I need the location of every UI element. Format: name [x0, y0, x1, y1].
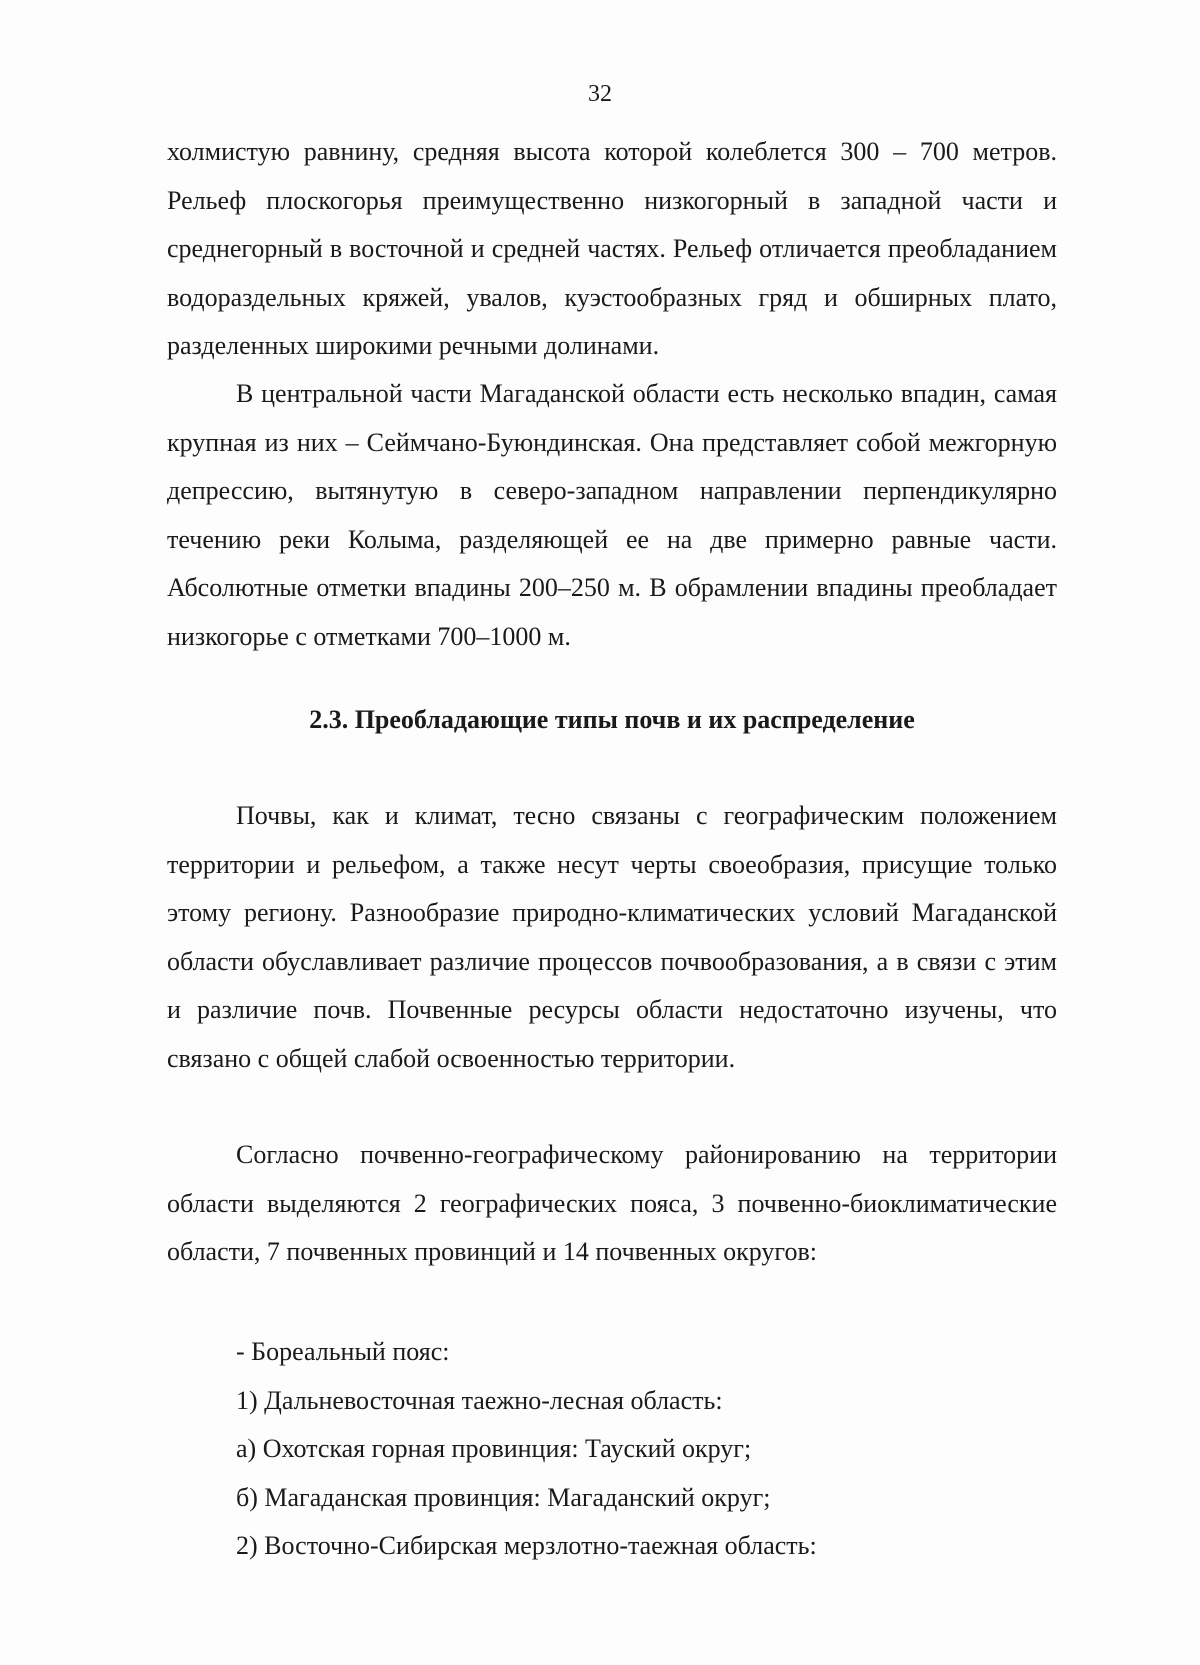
list-item: б) Магаданская провинция: Магаданский округ;	[236, 1482, 771, 1512]
paragraph-text: В центральной части Магаданской области есть несколько впадин, самая крупная из них – Сеймчано-Буюндинская. Она представляет собой межгорную депрессию, вытянутую в северо-западном направлении перпендикулярно течению реки Колыма, разделяющей ее на две примерно равные части. Абсолютные отметки впадины 200–250 м. В обрамлении впадины преобладает низкогорье с отметками 700–1000 м.	[167, 379, 1057, 651]
paragraph-soil-zoning	[167, 1131, 1057, 1277]
list-item: а) Охотская горная провинция: Тауский округ;	[236, 1434, 752, 1463]
list-item: - Бореальный пояс:	[236, 1337, 450, 1366]
list-item: 2) Восточно-Сибирская мерзлотно-таежная область:	[236, 1531, 817, 1560]
paragraph-depressions	[167, 370, 1057, 661]
paragraph-relief-continued	[167, 128, 1057, 371]
page-number: 32	[588, 81, 612, 107]
paragraph-text: холмистую равнину, средняя высота которой колеблется 300 – 700 метров. Рельеф плоскогорья преимущественно низкогорный в западной части и среднегорный в восточной и средней частях. Рельеф отличается преобладанием водораздельных кряжей, увалов, куэстообразных гряд и обширных плато, разделенных широкими речными долинами.	[167, 137, 1057, 360]
paragraph-text: Согласно почвенно-географическому районированию на территории области выделяются 2 географических пояса, 3 почвенно-биоклиматические области, 7 почвенных провинций и 14 почвенных округов:	[167, 1140, 1057, 1266]
section-heading: 2.3. Преобладающие типы почв и их распределение	[309, 705, 915, 734]
paragraph-text: Почвы, как и климат, тесно связаны с географическим положением территории и рельефом, а также несут черты своеобразия, присущие только этому региону. Разнообразие природно-климатических условий Магаданской области обуславливает различие процессов почвообразования, а в связи с этим и различие почв. Почвенные ресурсы области недостаточно изучены, что связано с общей слабой освоенностью территории.	[167, 801, 1057, 1073]
list-item: 1) Дальневосточная таежно-лесная область:	[236, 1385, 723, 1415]
paragraph-soils-intro	[167, 792, 1057, 1083]
soil-zoning-list	[236, 1328, 1056, 1571]
